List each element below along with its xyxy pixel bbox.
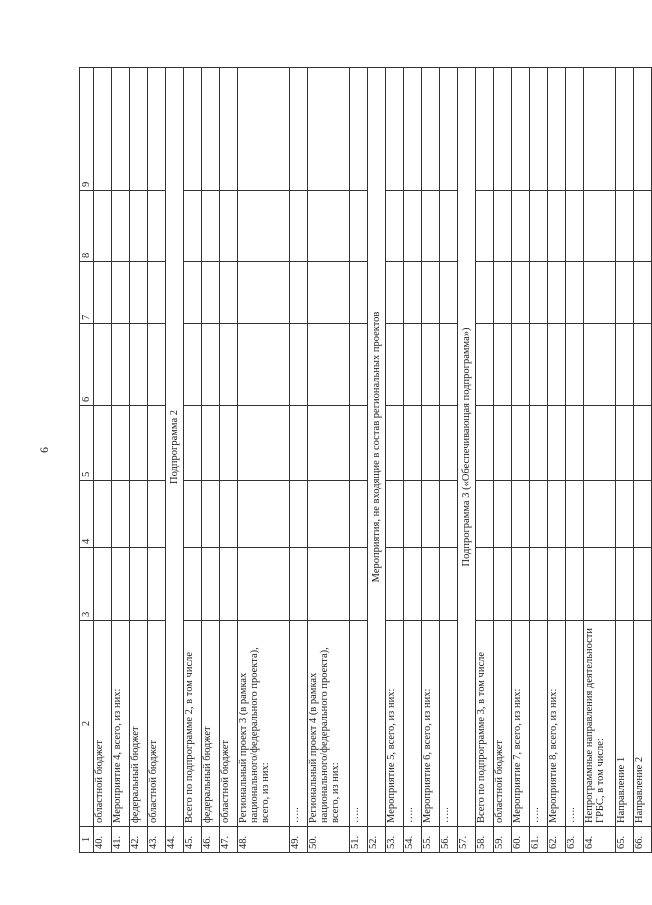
empty-cell — [290, 406, 308, 481]
row-number: 51. — [350, 827, 368, 853]
empty-cell — [308, 68, 350, 191]
empty-cell — [94, 406, 112, 481]
empty-cell — [220, 481, 238, 548]
empty-cell — [440, 324, 458, 406]
row-number: 56. — [440, 827, 458, 853]
empty-cell — [548, 324, 566, 406]
empty-cell — [440, 191, 458, 262]
section-title: Подпрограмма 3 («Обеспечивающая подпрограмма») — [458, 68, 476, 827]
page-number: 6 — [37, 447, 51, 453]
table-row — [422, 68, 440, 853]
table-row — [220, 68, 238, 853]
empty-cell — [202, 191, 220, 262]
empty-cell — [112, 406, 130, 481]
empty-cell — [238, 324, 290, 406]
empty-cell — [112, 324, 130, 406]
empty-cell — [476, 262, 494, 324]
empty-cell — [422, 548, 440, 621]
empty-cell — [130, 191, 148, 262]
section-title: Подпрограмма 2 — [166, 68, 184, 827]
col-header: 6 — [80, 324, 94, 406]
empty-cell — [290, 548, 308, 621]
section-row — [166, 68, 184, 853]
empty-cell — [238, 262, 290, 324]
budget-table-rotated — [79, 68, 645, 853]
empty-cell — [584, 68, 616, 191]
empty-cell — [386, 262, 404, 324]
col-header: 2 — [80, 621, 94, 827]
empty-cell — [350, 406, 368, 481]
empty-cell — [290, 324, 308, 406]
empty-cell — [634, 406, 652, 481]
empty-cell — [238, 481, 290, 548]
empty-cell — [290, 262, 308, 324]
table-row — [404, 68, 422, 853]
row-number: 48. — [238, 827, 290, 853]
table-row — [308, 68, 350, 853]
row-label: Региональный проект 3 (в рамках национального/федерального проекта), всего, из них: — [238, 621, 290, 827]
row-label: Непрограммные направления деятельности ГРБС, в том числе: — [584, 621, 616, 827]
empty-cell — [94, 68, 112, 191]
empty-cell — [530, 324, 548, 406]
empty-cell — [290, 68, 308, 191]
empty-cell — [548, 548, 566, 621]
empty-cell — [238, 68, 290, 191]
row-label: ….. — [404, 621, 422, 827]
row-number: 57. — [458, 827, 476, 853]
empty-cell — [548, 191, 566, 262]
row-label: Направление 1 — [616, 621, 634, 827]
row-number: 58. — [476, 827, 494, 853]
row-number: 45. — [184, 827, 202, 853]
empty-cell — [220, 548, 238, 621]
empty-cell — [440, 481, 458, 548]
empty-cell — [422, 191, 440, 262]
col-header: 7 — [80, 262, 94, 324]
empty-cell — [148, 191, 166, 262]
col-header: 8 — [80, 191, 94, 262]
empty-cell — [634, 324, 652, 406]
empty-cell — [548, 481, 566, 548]
empty-cell — [148, 262, 166, 324]
table-row — [634, 68, 652, 853]
empty-cell — [634, 262, 652, 324]
row-label: ….. — [440, 621, 458, 827]
empty-cell — [404, 262, 422, 324]
table-row — [440, 68, 458, 853]
row-label: ….. — [290, 621, 308, 827]
empty-cell — [184, 68, 202, 191]
empty-cell — [494, 481, 512, 548]
col-header: 3 — [80, 548, 94, 621]
empty-cell — [404, 548, 422, 621]
col-header: 9 — [80, 68, 94, 191]
empty-cell — [422, 262, 440, 324]
row-number: 66. — [634, 827, 652, 853]
empty-cell — [494, 324, 512, 406]
empty-cell — [494, 548, 512, 621]
empty-cell — [148, 68, 166, 191]
table-row — [202, 68, 220, 853]
empty-cell — [202, 262, 220, 324]
empty-cell — [350, 68, 368, 191]
empty-cell — [530, 406, 548, 481]
empty-cell — [386, 406, 404, 481]
empty-cell — [202, 68, 220, 191]
empty-cell — [130, 68, 148, 191]
empty-cell — [566, 68, 584, 191]
empty-cell — [616, 324, 634, 406]
row-label: федеральный бюджет — [130, 621, 148, 827]
empty-cell — [634, 481, 652, 548]
empty-cell — [634, 68, 652, 191]
empty-cell — [290, 481, 308, 548]
empty-cell — [548, 262, 566, 324]
row-number: 40. — [94, 827, 112, 853]
empty-cell — [616, 481, 634, 548]
table-row — [512, 68, 530, 853]
row-number: 53. — [386, 827, 404, 853]
row-number: 49. — [290, 827, 308, 853]
empty-cell — [494, 68, 512, 191]
section-row — [368, 68, 386, 853]
table-row — [548, 68, 566, 853]
row-number: 64. — [584, 827, 616, 853]
empty-cell — [548, 406, 566, 481]
empty-cell — [238, 548, 290, 621]
empty-cell — [350, 481, 368, 548]
empty-cell — [148, 481, 166, 548]
empty-cell — [112, 262, 130, 324]
row-label: Направление 2 — [634, 621, 652, 827]
row-number: 46. — [202, 827, 220, 853]
empty-cell — [584, 406, 616, 481]
empty-cell — [112, 191, 130, 262]
empty-cell — [476, 481, 494, 548]
table-row — [494, 68, 512, 853]
empty-cell — [184, 481, 202, 548]
row-label: ….. — [566, 621, 584, 827]
empty-cell — [130, 481, 148, 548]
empty-cell — [494, 406, 512, 481]
empty-cell — [494, 262, 512, 324]
empty-cell — [148, 324, 166, 406]
empty-cell — [220, 262, 238, 324]
empty-cell — [512, 406, 530, 481]
empty-cell — [112, 68, 130, 191]
row-label: Всего по подпрограмме 3, в том числе — [476, 621, 494, 827]
empty-cell — [440, 406, 458, 481]
empty-cell — [422, 324, 440, 406]
row-number: 47. — [220, 827, 238, 853]
row-number: 61. — [530, 827, 548, 853]
empty-cell — [184, 262, 202, 324]
row-number: 60. — [512, 827, 530, 853]
empty-cell — [584, 262, 616, 324]
row-number: 43. — [148, 827, 166, 853]
empty-cell — [476, 191, 494, 262]
row-number: 65. — [616, 827, 634, 853]
empty-cell — [616, 191, 634, 262]
empty-cell — [202, 406, 220, 481]
table-row — [566, 68, 584, 853]
row-number: 55. — [422, 827, 440, 853]
empty-cell — [184, 548, 202, 621]
header-row — [80, 68, 94, 853]
empty-cell — [476, 324, 494, 406]
empty-cell — [94, 548, 112, 621]
table-row — [94, 68, 112, 853]
empty-cell — [548, 68, 566, 191]
empty-cell — [530, 481, 548, 548]
empty-cell — [290, 191, 308, 262]
empty-cell — [350, 191, 368, 262]
table-row — [350, 68, 368, 853]
empty-cell — [94, 262, 112, 324]
row-label: Мероприятие 6, всего, из них: — [422, 621, 440, 827]
table-row — [112, 68, 130, 853]
empty-cell — [566, 262, 584, 324]
table-row — [386, 68, 404, 853]
row-label: Мероприятие 5, всего, из них: — [386, 621, 404, 827]
table-row — [290, 68, 308, 853]
empty-cell — [404, 481, 422, 548]
table-row — [130, 68, 148, 853]
table-body — [94, 68, 652, 853]
empty-cell — [530, 262, 548, 324]
empty-cell — [386, 191, 404, 262]
empty-cell — [130, 262, 148, 324]
empty-cell — [584, 191, 616, 262]
row-number: 41. — [112, 827, 130, 853]
empty-cell — [202, 324, 220, 406]
empty-cell — [94, 324, 112, 406]
empty-cell — [530, 68, 548, 191]
empty-cell — [130, 406, 148, 481]
empty-cell — [404, 324, 422, 406]
empty-cell — [220, 324, 238, 406]
empty-cell — [440, 68, 458, 191]
empty-cell — [634, 548, 652, 621]
row-label: областной бюджет — [220, 621, 238, 827]
empty-cell — [238, 406, 290, 481]
empty-cell — [616, 68, 634, 191]
empty-cell — [584, 481, 616, 548]
empty-cell — [512, 481, 530, 548]
table-row — [184, 68, 202, 853]
table-row — [584, 68, 616, 853]
empty-cell — [530, 191, 548, 262]
empty-cell — [350, 262, 368, 324]
empty-cell — [386, 481, 404, 548]
empty-cell — [512, 548, 530, 621]
section-title: Мероприятия, не входящие в состав региональных проектов — [368, 68, 386, 827]
col-header: 5 — [80, 406, 94, 481]
empty-cell — [308, 406, 350, 481]
row-label: Мероприятие 8, всего, из них: — [548, 621, 566, 827]
empty-cell — [202, 481, 220, 548]
empty-cell — [112, 481, 130, 548]
section-row — [458, 68, 476, 853]
empty-cell — [404, 191, 422, 262]
empty-cell — [130, 324, 148, 406]
empty-cell — [566, 481, 584, 548]
empty-cell — [566, 406, 584, 481]
empty-cell — [308, 324, 350, 406]
empty-cell — [350, 324, 368, 406]
row-label: федеральный бюджет — [202, 621, 220, 827]
empty-cell — [308, 548, 350, 621]
empty-cell — [616, 406, 634, 481]
budget-table — [79, 67, 652, 853]
empty-cell — [422, 406, 440, 481]
col-header: 1 — [80, 827, 94, 853]
empty-cell — [308, 191, 350, 262]
empty-cell — [584, 324, 616, 406]
row-number: 59. — [494, 827, 512, 853]
empty-cell — [386, 68, 404, 191]
row-label: Всего по подпрограмме 2, в том числе — [184, 621, 202, 827]
empty-cell — [94, 191, 112, 262]
col-header: 4 — [80, 481, 94, 548]
row-number: 63. — [566, 827, 584, 853]
empty-cell — [512, 262, 530, 324]
empty-cell — [350, 548, 368, 621]
empty-cell — [584, 548, 616, 621]
row-number: 44. — [166, 827, 184, 853]
empty-cell — [512, 324, 530, 406]
empty-cell — [184, 406, 202, 481]
empty-cell — [512, 191, 530, 262]
empty-cell — [566, 191, 584, 262]
row-label: Мероприятие 7, всего, из них: — [512, 621, 530, 827]
empty-cell — [566, 324, 584, 406]
row-number: 62. — [548, 827, 566, 853]
empty-cell — [112, 548, 130, 621]
empty-cell — [476, 548, 494, 621]
empty-cell — [202, 548, 220, 621]
empty-cell — [440, 548, 458, 621]
empty-cell — [238, 191, 290, 262]
table-row — [238, 68, 290, 853]
row-label: Региональный проект 4 (в рамках национального/федерального проекта), всего, из них: — [308, 621, 350, 827]
row-number: 54. — [404, 827, 422, 853]
empty-cell — [308, 481, 350, 548]
empty-cell — [476, 68, 494, 191]
empty-cell — [148, 406, 166, 481]
empty-cell — [220, 191, 238, 262]
empty-cell — [386, 324, 404, 406]
table-row — [476, 68, 494, 853]
row-number: 50. — [308, 827, 350, 853]
empty-cell — [184, 191, 202, 262]
empty-cell — [476, 406, 494, 481]
empty-cell — [386, 548, 404, 621]
empty-cell — [220, 68, 238, 191]
empty-cell — [220, 406, 238, 481]
row-label: ….. — [530, 621, 548, 827]
table-row — [148, 68, 166, 853]
empty-cell — [494, 191, 512, 262]
row-label: областной бюджет — [494, 621, 512, 827]
empty-cell — [148, 548, 166, 621]
empty-cell — [308, 262, 350, 324]
empty-cell — [616, 548, 634, 621]
empty-cell — [184, 324, 202, 406]
empty-cell — [512, 68, 530, 191]
empty-cell — [94, 481, 112, 548]
row-label: ….. — [350, 621, 368, 827]
empty-cell — [422, 481, 440, 548]
empty-cell — [130, 548, 148, 621]
empty-cell — [530, 548, 548, 621]
empty-cell — [422, 68, 440, 191]
table-row — [616, 68, 634, 853]
empty-cell — [616, 262, 634, 324]
row-label: областной бюджет — [94, 621, 112, 827]
empty-cell — [404, 68, 422, 191]
empty-cell — [634, 191, 652, 262]
row-number: 52. — [368, 827, 386, 853]
empty-cell — [566, 548, 584, 621]
row-label: Мероприятие 4, всего, из них: — [112, 621, 130, 827]
empty-cell — [404, 406, 422, 481]
empty-cell — [440, 262, 458, 324]
row-label: областной бюджет — [148, 621, 166, 827]
table-row — [530, 68, 548, 853]
row-number: 42. — [130, 827, 148, 853]
